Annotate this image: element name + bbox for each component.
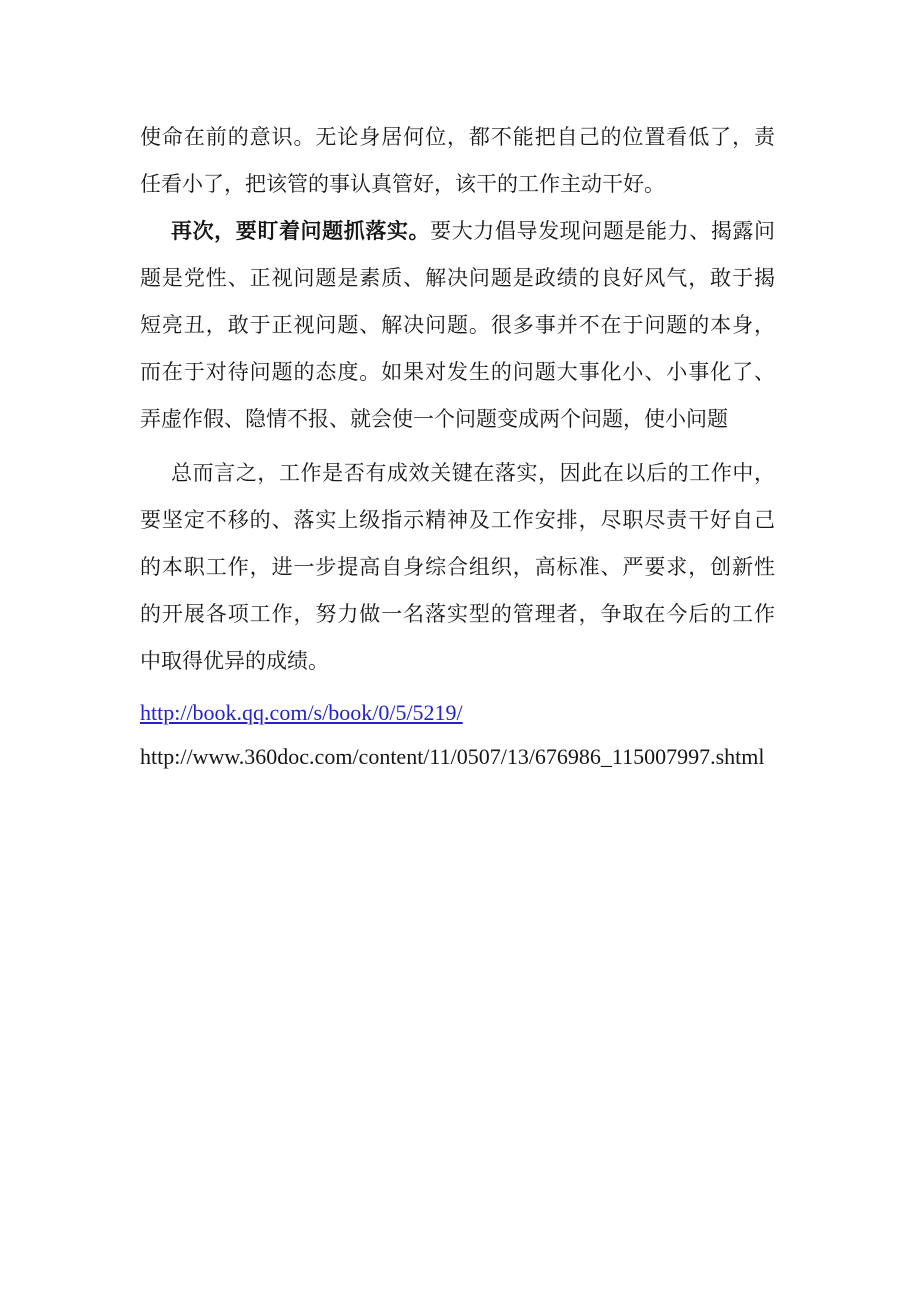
plain-url-line xyxy=(140,735,775,779)
book-qq-hyperlink[interactable]: http://book.qq.com/s/book/0/5/5219/ xyxy=(140,700,463,725)
text-line: 要坚定不移的、落实上级指示精神及工作安排，尽职尽责干好自己 xyxy=(140,508,775,532)
text-run: 要大力倡导发现问题是能力、揭露问 xyxy=(430,219,776,243)
plain-url-text: http://www.360doc.com/content/11/0507/13/676986_115007997.shtml xyxy=(140,744,765,769)
bold-lead-in: 再次，要盯着问题抓落实。 xyxy=(171,219,431,243)
text-line: 任看小了，把该管的事认真管好，该干的工作主动干好。 xyxy=(140,172,665,196)
paragraph-continuation xyxy=(140,114,775,208)
hyperlink-line xyxy=(140,691,775,735)
text-line: 总而言之，工作是否有成效关键在落实，因此在以后的工作中， xyxy=(171,461,775,485)
paragraph-zaici xyxy=(140,208,775,443)
text-line: 的本职工作，进一步提高自身综合组织，高标准、严要求，创新性 xyxy=(140,555,775,579)
text-line: 题是党性、正视问题是素质、解决问题是政绩的良好风气，敢于揭 xyxy=(140,266,775,290)
document-body xyxy=(140,114,775,779)
text-line: 使命在前的意识。无论身居何位，都不能把自己的位置看低了，责 xyxy=(140,125,775,149)
text-line: 短亮丑，敢于正视问题、解决问题。很多事并不在于问题的本身， xyxy=(140,313,775,337)
text-line xyxy=(140,208,775,255)
text-line: 中取得优异的成绩。 xyxy=(140,649,329,673)
paragraph-summary xyxy=(140,450,775,685)
text-line: 弄虚作假、隐情不报、就会使一个问题变成两个问题，使小问题 xyxy=(140,407,728,431)
text-line: 而在于对待问题的态度。如果对发生的问题大事化小、小事化了、 xyxy=(140,360,775,384)
text-line: 的开展各项工作，努力做一名落实型的管理者，争取在今后的工作 xyxy=(140,602,775,626)
